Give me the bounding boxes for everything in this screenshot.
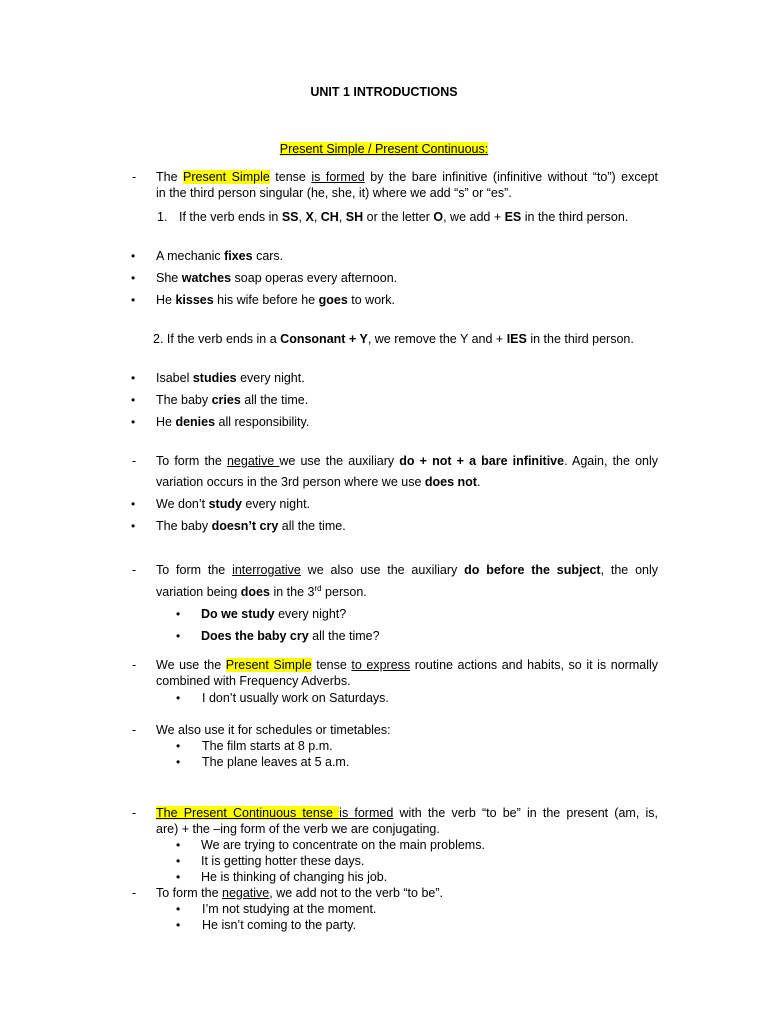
highlight-present-simple: Present Simple bbox=[183, 170, 270, 184]
text-run: . Again, the only bbox=[564, 454, 658, 468]
dash-marker: - bbox=[132, 658, 137, 672]
text-run: , we add not to the verb “to be”. bbox=[269, 886, 443, 900]
dash-marker: - bbox=[132, 563, 137, 577]
dash-marker: - bbox=[132, 886, 137, 900]
example-item: The plane leaves at 5 a.m. bbox=[202, 755, 350, 769]
example-item bbox=[156, 270, 397, 286]
bold-verb: watches bbox=[181, 271, 232, 285]
bold-verb: study bbox=[208, 497, 242, 511]
text-run: The baby bbox=[156, 519, 212, 533]
bullet-marker: • bbox=[176, 739, 181, 753]
text-run: To form the bbox=[156, 454, 227, 468]
bold-ending: SS bbox=[281, 210, 299, 224]
title-text: UNIT 1 INTRODUCTIONS bbox=[310, 85, 458, 99]
bold-ending: CH bbox=[320, 210, 339, 224]
bullet-marker: • bbox=[176, 691, 181, 705]
underlined-text: formed bbox=[348, 806, 394, 820]
dash-marker: - bbox=[132, 723, 137, 737]
bold-ending: X bbox=[305, 210, 314, 224]
example-item bbox=[156, 518, 346, 534]
text-run: A mechanic bbox=[156, 249, 225, 263]
bullet-marker: • bbox=[176, 918, 181, 932]
text-run: tense bbox=[311, 658, 352, 672]
text-run: every night. bbox=[236, 371, 305, 385]
text-run: He bbox=[156, 293, 176, 307]
bullet-marker: • bbox=[131, 371, 136, 385]
text-run: variation being bbox=[156, 585, 241, 599]
use-routine-line2: combined with Frequency Adverbs. bbox=[156, 674, 351, 688]
interrogative-rule bbox=[156, 562, 658, 578]
underlined-text: negative bbox=[226, 454, 280, 468]
bullet-marker: • bbox=[176, 870, 181, 884]
bullet-marker: • bbox=[176, 902, 181, 916]
underlined-text: is bbox=[339, 806, 349, 820]
example-item: I don’t usually work on Saturdays. bbox=[202, 691, 389, 705]
bold-verb: denies bbox=[175, 415, 216, 429]
text-run: He bbox=[156, 415, 176, 429]
text-run: person. bbox=[321, 585, 367, 599]
bold-keyword: Consonant + Y bbox=[280, 332, 368, 346]
present-simple-definition-line2: in the third person singular (he, she, it) where we add “s” or “es”. bbox=[156, 186, 512, 200]
bold-ending: ES bbox=[504, 210, 522, 224]
text-run: , bbox=[298, 210, 306, 224]
example-item bbox=[201, 606, 346, 622]
text-run: , the only bbox=[600, 563, 659, 577]
text-run: To form the bbox=[156, 563, 233, 577]
text-run: with the verb “to be” in the present (am, is, bbox=[393, 806, 658, 820]
text-run: , we add + bbox=[443, 210, 505, 224]
bold-keyword: does not bbox=[424, 475, 477, 489]
text-run: or the letter bbox=[363, 210, 434, 224]
text-run: to work. bbox=[347, 293, 396, 307]
bold-ending: O bbox=[433, 210, 444, 224]
page-title bbox=[0, 84, 768, 100]
bullet-marker: • bbox=[131, 293, 136, 307]
bold-keyword: do before the subject bbox=[464, 563, 601, 577]
bold-keyword: do + not + a bare infinitive bbox=[399, 454, 565, 468]
subtitle-text: Present Simple / Present Continuous: bbox=[279, 142, 489, 156]
text-run: . bbox=[476, 475, 481, 489]
bullet-marker: • bbox=[176, 755, 181, 769]
example-item: He is thinking of changing his job. bbox=[201, 870, 388, 884]
text-run: If the verb ends in bbox=[179, 210, 282, 224]
bold-verb: studies bbox=[192, 371, 237, 385]
dash-marker: - bbox=[132, 806, 137, 820]
present-continuous-definition bbox=[156, 805, 658, 821]
text-run: routine actions and habits, so it is normally bbox=[410, 658, 658, 672]
text-run: in the third person. bbox=[526, 332, 634, 346]
rule-1-text bbox=[179, 209, 628, 225]
bold-verb: kisses bbox=[175, 293, 214, 307]
bullet-marker: • bbox=[176, 838, 181, 852]
example-item bbox=[156, 292, 395, 308]
text-run: by the bare infinitive (infinitive without “to”) except bbox=[364, 170, 659, 184]
interrogative-rule-line2 bbox=[156, 584, 367, 600]
bold-question: Does the baby cry bbox=[201, 629, 309, 643]
text-run: all the time? bbox=[308, 629, 380, 643]
bold-verb: cries bbox=[211, 393, 241, 407]
bold-ending: SH bbox=[345, 210, 364, 224]
bullet-marker: • bbox=[176, 607, 181, 621]
example-item: He isn’t coming to the party. bbox=[202, 918, 357, 932]
bullet-marker: • bbox=[176, 629, 181, 643]
bullet-marker: • bbox=[131, 497, 136, 511]
text-run: every night? bbox=[274, 607, 347, 621]
text-run: every night. bbox=[241, 497, 311, 511]
dash-marker: - bbox=[132, 454, 137, 468]
text-run: Isabel bbox=[156, 371, 193, 385]
text-run: cars. bbox=[252, 249, 284, 263]
text-run: We use the bbox=[156, 658, 226, 672]
example-item bbox=[156, 392, 308, 408]
bullet-marker: • bbox=[131, 415, 136, 429]
present-continuous-definition-line2: are) + the –ing form of the verb we are conjugating. bbox=[156, 822, 440, 836]
highlight-present-continuous: The Present Continuous tense bbox=[156, 806, 340, 820]
underlined-text: interrogative bbox=[232, 563, 301, 577]
rule-2-text bbox=[153, 331, 634, 347]
example-item: I’m not studying at the moment. bbox=[202, 902, 377, 916]
example-item: The film starts at 8 p.m. bbox=[202, 739, 333, 753]
text-run: 2. If the verb ends in a bbox=[153, 332, 281, 346]
example-item bbox=[156, 496, 310, 512]
text-run: To form the bbox=[156, 886, 222, 900]
bullet-marker: • bbox=[131, 271, 136, 285]
text-run: soap operas every afternoon. bbox=[231, 271, 398, 285]
text-run: We don’t bbox=[156, 497, 209, 511]
use-schedules: We also use it for schedules or timetables: bbox=[156, 723, 391, 737]
example-item bbox=[156, 248, 283, 264]
bullet-marker: • bbox=[176, 854, 181, 868]
example-item: It is getting hotter these days. bbox=[201, 854, 365, 868]
bold-verb: fixes bbox=[224, 249, 253, 263]
text-run: all responsibility. bbox=[215, 415, 310, 429]
negative-rule bbox=[156, 453, 658, 469]
text-run: , we remove the Y and + bbox=[367, 332, 507, 346]
bullet-marker: • bbox=[131, 249, 136, 263]
text-run: The bbox=[156, 170, 184, 184]
continuous-negative-rule bbox=[156, 885, 443, 901]
example-item bbox=[156, 370, 305, 386]
text-run: She bbox=[156, 271, 182, 285]
rule-1-number: 1. bbox=[157, 210, 168, 224]
text-run: variation occurs in the 3rd person where we use bbox=[156, 475, 425, 489]
example-item bbox=[201, 628, 380, 644]
text-run: The baby bbox=[156, 393, 212, 407]
example-item bbox=[156, 414, 309, 430]
text-run: all the time. bbox=[278, 519, 346, 533]
underlined-text: to express bbox=[351, 658, 411, 672]
text-run: all the time. bbox=[240, 393, 309, 407]
text-run: tense bbox=[269, 170, 312, 184]
text-run: in the third person. bbox=[521, 210, 629, 224]
text-run: his wife before he bbox=[213, 293, 319, 307]
text-run: , bbox=[338, 210, 346, 224]
bullet-marker: • bbox=[131, 393, 136, 407]
text-run: in the 3 bbox=[269, 585, 315, 599]
bold-keyword: does bbox=[240, 585, 270, 599]
present-simple-definition bbox=[156, 169, 658, 185]
bold-question: Do we study bbox=[201, 607, 275, 621]
bold-keyword: IES bbox=[506, 332, 527, 346]
superscript: rd bbox=[314, 583, 322, 593]
text-run: , bbox=[313, 210, 321, 224]
text-run: we use the auxiliary bbox=[279, 454, 400, 468]
underlined-text: negative bbox=[222, 886, 270, 900]
bullet-marker: • bbox=[131, 519, 136, 533]
dash-marker: - bbox=[132, 170, 137, 184]
bold-verb: goes bbox=[318, 293, 348, 307]
example-item: We are trying to concentrate on the main problems. bbox=[201, 838, 485, 852]
use-routine bbox=[156, 657, 658, 673]
text-run: we also use the auxiliary bbox=[300, 563, 465, 577]
negative-rule-line2 bbox=[156, 474, 480, 490]
underlined-text: is formed bbox=[311, 170, 365, 184]
bold-verb: doesn’t cry bbox=[211, 519, 279, 533]
highlight-present-simple: Present Simple bbox=[225, 658, 312, 672]
section-subtitle bbox=[0, 141, 768, 157]
